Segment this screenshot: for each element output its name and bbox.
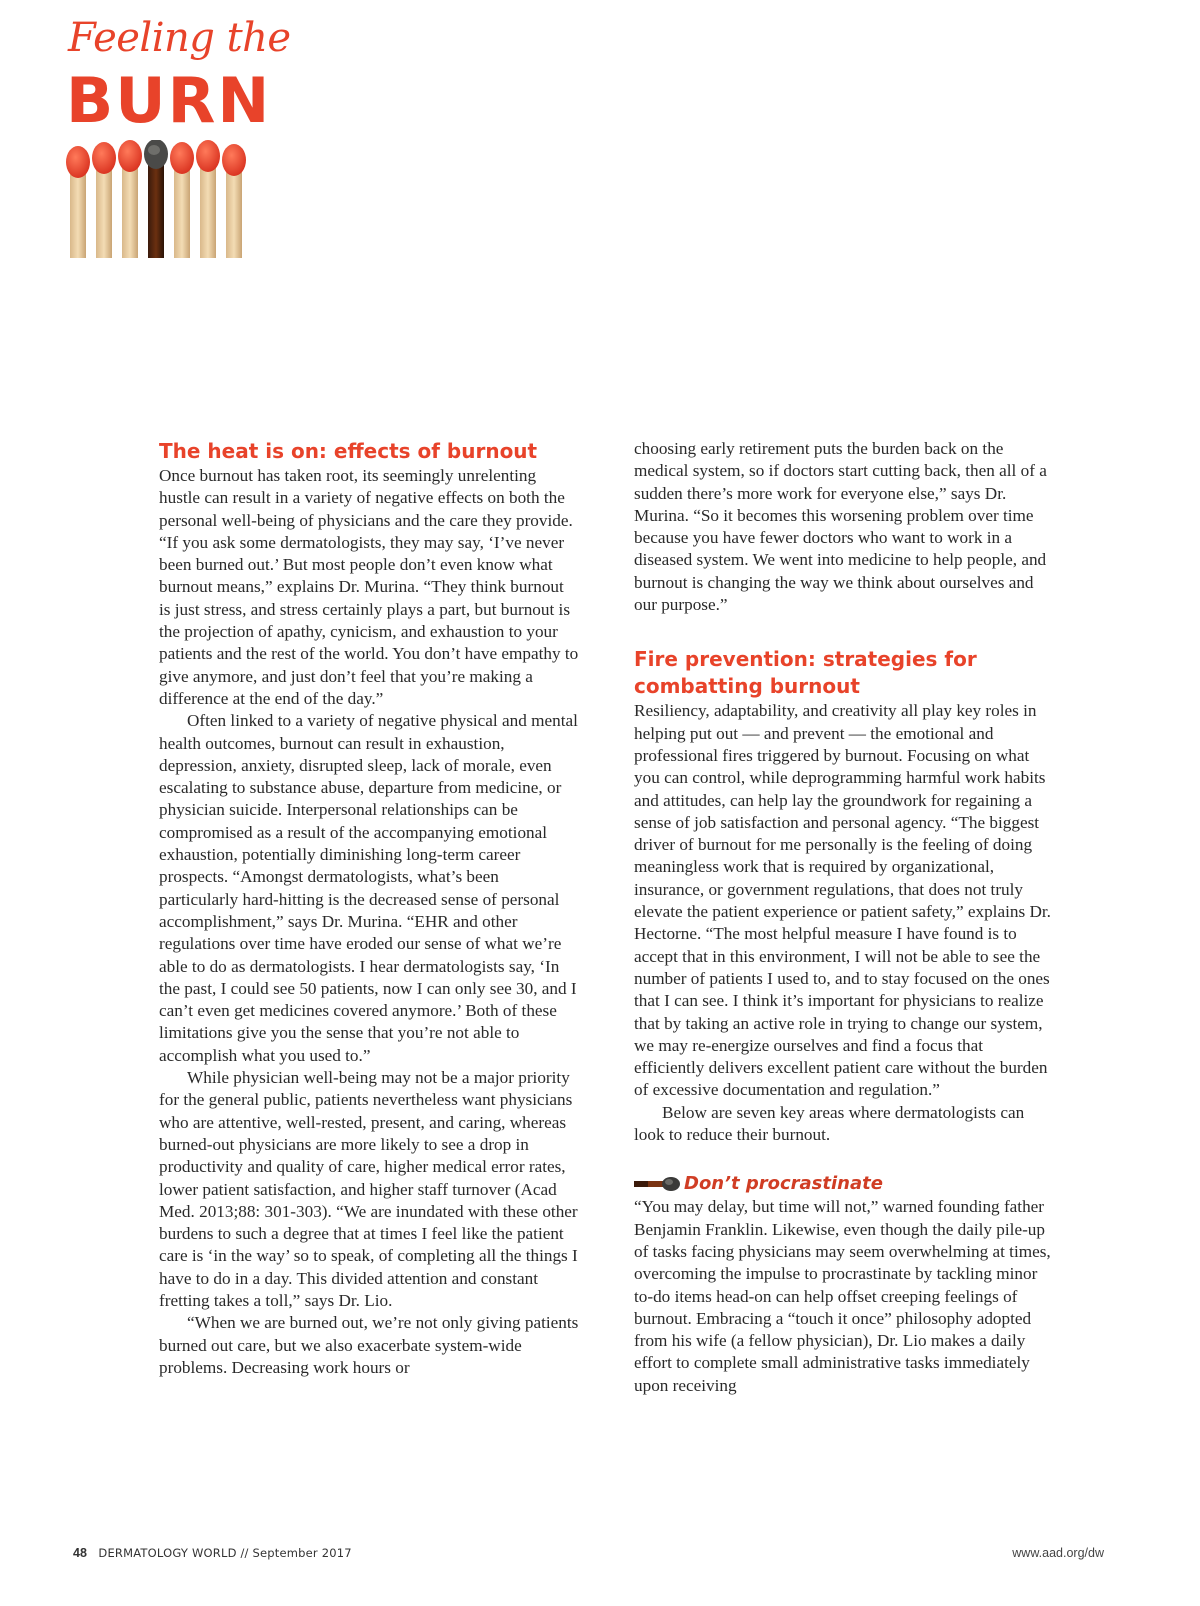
paragraph: Often linked to a variety of negative physical and mental health outcomes, burnout can result in exhaustion, depression, anxiety, disrupted sleep, lack of morale, even escalating to substance abuse, departure from medicine, or physician suicide. Interpersonal relationships can be compromised as a result of the accompanying emotional exhaustion, potentially diminishing long-term career prospects. “Amongst dermatologists, what’s been particularly hard-hitting is the decreased sense of personal accomplishment,” says Dr. Murina. “EHR and other regulations over time have eroded our sense of what we’re able to do as dermatologists. I hear dermatologists say, ‘In the past, I could see 50 patients, now I can only see 30, and I can’t even get medicines covered anymore.’ Both of these limitations give you the sense that you’re not able to accomplish what you used to.” [159, 711, 578, 1065]
match-2 [92, 142, 116, 258]
match-burnt [144, 140, 168, 258]
match-3 [118, 140, 142, 258]
match-1 [66, 146, 90, 258]
page-number: 48 [73, 1546, 87, 1560]
burnt-match-icon [634, 1176, 680, 1192]
footer-left [73, 1546, 352, 1560]
section-heading-effects: The heat is on: effects of burnout [159, 439, 538, 463]
paragraph: Once burnout has taken root, its seemingly unrelenting hustle can result in a variety of negative effects on both the personal well-being of physicians and the care they provide. “If you ask some dermatologists, they may say, ‘I’ve never been burned out.’ But most people don’t even know what burnout means,” explains Dr. Murina. “They think burnout is just stress, and stress certainly plays a part, but burnout is the projection of apathy, cynicism, and exhaustion to your patients and the rest of the world. You don’t have empathy to give anymore, and just don’t feel that you’re making a difference at the end of the day.” [159, 466, 579, 708]
subheading-text: Don’t procrastinate [684, 1173, 883, 1195]
paragraph: While physician well-being may not be a major priority for the general public, patients nevertheless want physicians who are attentive, well-rested, present, and caring, whereas burned-out physicians are more likely to see a drop in productivity and quality of care, higher medical error rates, lower patient satisfaction, and higher staff turnover (Acad Med. 2013;88: 301-303). “We are inundated with these other burdens to such a degree that at times I feel like the patient care is ‘in the way’ so to speak, of completing all the things I have to do in a day. This divided attention and constant fretting takes a toll,” says Dr. Lio. [159, 1068, 578, 1310]
masthead-title-line2: BURN [66, 64, 272, 137]
right-column [634, 438, 1054, 1397]
paragraph: Resiliency, adaptability, and creativity all play key roles in helping put out — and prevent — the emotional and professional fires triggered by burnout. Focusing on what you can control, while deprogramming harmful work habits and attitudes, can help lay the groundwork for regaining a sense of job satisfaction and personal agency. “The biggest driver of burnout for me personally is the feeling of doing meaningless work that is required by organizational, insurance, or government regulations, that does not truly elevate the patient experience or patient safety,” explains Dr. Hectorne. “The most helpful measure I have found is to accept that in this environment, I will not be able to see the number of patients I used to, and to stay focused on the ones that I can see. I think it’s important for physicians to realize that by taking an active role in trying to change our system, we may re-energize ourselves and find a focus that efficiently delivers excellent patient care without the burden of excessive documentation and regulation.” [634, 701, 1051, 1100]
section-heading-strategies: Fire prevention: strategies for combatting burnout [634, 647, 977, 699]
match-6 [196, 140, 220, 258]
footer-url[interactable]: www.aad.org/dw [1012, 1546, 1104, 1560]
magazine-issue: DERMATOLOGY WORLD // September 2017 [98, 1546, 352, 1560]
paragraph: “You may delay, but time will not,” warned founding father Benjamin Franklin. Likewise, even though the daily pile-up of tasks facing physicians may seem overwhelming at times, overcoming the impulse to procrastinate by tackling minor to-do items head-on can help offset creeping feelings of burnout. Embracing a “touch it once” philosophy adopted from his wife (a fellow physician), Dr. Lio makes a daily effort to complete small administrative tasks immediately upon receiving [634, 1197, 1051, 1395]
match-5 [170, 142, 194, 258]
paragraph-continued: choosing early retirement puts the burden back on the medical system, so if doctors start cutting back, then all of a sudden there’s more work for everyone else,” says Dr. Murina. “So it becomes this worsening problem over time because you have fewer doctors who want to work in a diseased system. We went into medicine to help people, and burnout is changing the way we think about ourselves and our purpose.” [634, 439, 1047, 615]
matches-illustration [62, 140, 256, 258]
left-column [159, 438, 579, 1379]
paragraph: Below are seven key areas where dermatologists can look to reduce their burnout. [634, 1102, 1025, 1145]
paragraph: “When we are burned out, we’re not only giving patients burned out care, but we also exacerbate system-wide problems. Decreasing work hours or [159, 1313, 579, 1377]
match-7 [222, 144, 246, 258]
subheading-procrastinate [634, 1172, 1054, 1196]
masthead-title-line1: Feeling the [68, 15, 291, 61]
